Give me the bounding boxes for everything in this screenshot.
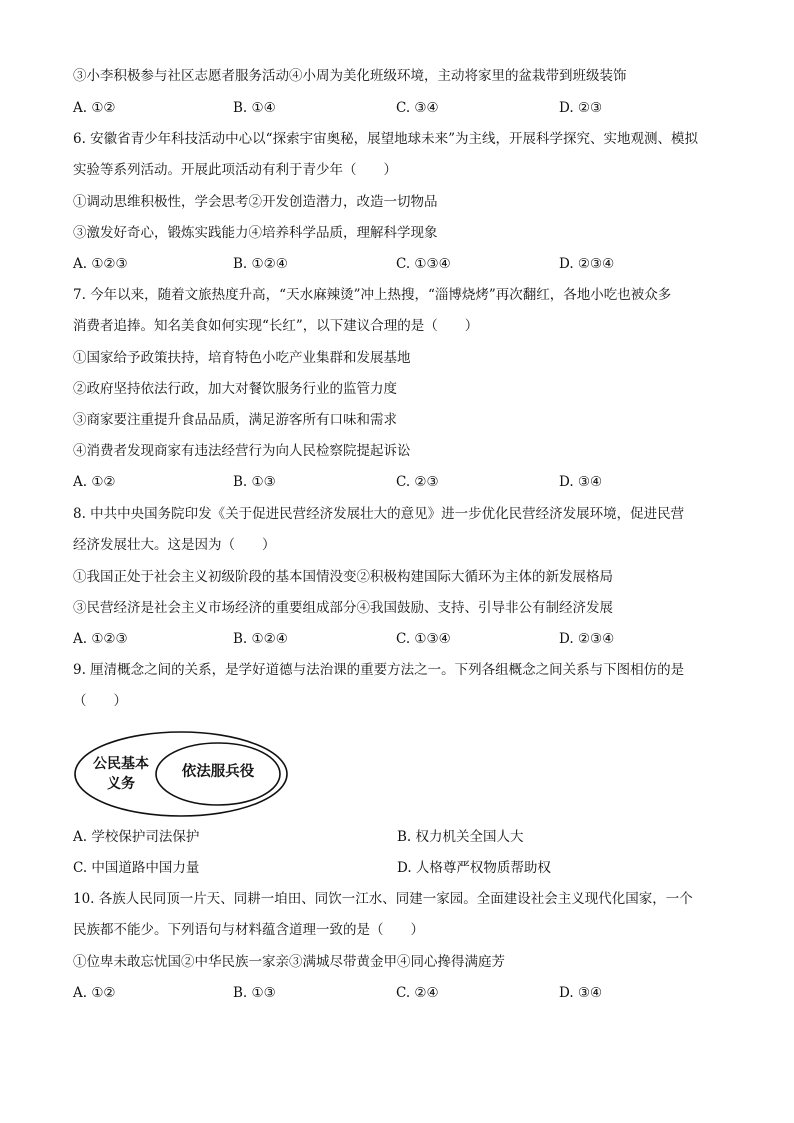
q6-option-c[interactable]: C. ①③④	[396, 256, 451, 272]
q7-option-c[interactable]: C. ②③	[396, 474, 439, 490]
q8-option-d[interactable]: D. ②③④	[559, 631, 615, 647]
q7-item-line-2: ②政府坚持依法行政，加大对餐饮服务行业的监管力度	[73, 381, 397, 397]
q9-concept-diagram	[73, 730, 293, 820]
q10-option-c[interactable]: C. ②④	[396, 985, 439, 1001]
q7-option-a[interactable]: A. ①②	[73, 474, 116, 490]
q5-option-b[interactable]: B. ①④	[233, 100, 276, 116]
q8-item-line-2: ③民营经济是社会主义市场经济的重要组成部分④我国鼓励、支持、引导非公有制经济发展	[73, 600, 613, 616]
q7-options	[73, 473, 723, 491]
q10-option-d[interactable]: D. ③④	[559, 985, 603, 1001]
q8-options	[73, 630, 723, 648]
q8-option-a[interactable]: A. ①②③	[73, 631, 128, 647]
q5-options	[73, 99, 723, 117]
q6-stem-line-1: 6. 安徽省青少年科技活动中心以“探索宇宙奥秘，展望地球未来”为主线，开展科学探究、实地观测、模拟	[73, 131, 698, 147]
q7-item-line-3: ③商家要注重提升食品品质，满足游客所有口味和需求	[73, 412, 397, 428]
q7-option-b[interactable]: B. ①③	[233, 474, 276, 490]
outer-concept-label-line-1: 公民基本	[93, 756, 149, 772]
q8-option-b[interactable]: B. ①②④	[233, 631, 288, 647]
q7-stem-line-2: 消费者追捧。知名美食如何实现“长红”，以下建议合理的是（ ）	[73, 318, 479, 334]
q10-options	[73, 984, 723, 1002]
q7-stem-line-1: 7. 今年以来，随着文旅热度升高，“天水麻辣烫”冲上热搜，“淄博烧烤”再次翻红，各地小吃也被众多	[73, 287, 672, 303]
q8-stem-line-1: 8. 中共中央国务院印发《关于促进民营经济发展壮大的意见》进一步优化民营经济发展环境，促进民营	[73, 506, 685, 522]
q6-stem-line-2: 实验等系列活动。开展此项活动有利于青少年（ ）	[73, 162, 397, 178]
q10-stem-line-1: 10. 各族人民同顶一片天、同耕一垍田、同饮一江水、同建一家园。全面建设社会主义现代化国家，一个	[73, 891, 693, 907]
q9-option-a[interactable]: A. 学校保护司法保护	[73, 829, 200, 845]
outer-concept-label-line-2: 义务	[107, 776, 135, 792]
q7-option-d[interactable]: D. ③④	[559, 474, 603, 490]
q7-item-line-4: ④消费者发现商家有违法经营行为向人民检察院提起诉讼	[73, 443, 411, 459]
q5-option-d[interactable]: D. ②③	[559, 100, 603, 116]
q9-stem-line-2: （ ）	[73, 693, 127, 709]
q5-item-line: ③小李积极参与社区志愿者服务活动④小周为美化班级环境，主动将家里的盆栽带到班级装饰	[73, 68, 627, 84]
q10-item-line-1: ①位卑未敢忘忧国②中华民族一家亲③满城尽带黄金甲④同心搀得满庭芳	[73, 954, 505, 970]
q6-item-line-2: ③激发好奇心，锻炼实践能力④培养科学品质，理解科学现象	[73, 225, 438, 241]
q6-option-b[interactable]: B. ①②④	[233, 256, 288, 272]
outer-concept-label	[81, 754, 161, 794]
q7-item-line-1: ①国家给予政策扶持，培育特色小吃产业集群和发展基地	[73, 350, 411, 366]
q9-options-row-1	[73, 828, 723, 846]
q9-stem-line-1: 9. 厘清概念之间的关系，是学好道德与法治课的重要方法之一。下列各组概念之间关系与下图相仿的是	[73, 662, 685, 678]
q8-option-c[interactable]: C. ①③④	[396, 631, 451, 647]
inner-concept-label: 依法服兵役	[181, 764, 255, 780]
q5-option-a[interactable]: A. ①②	[73, 100, 116, 116]
q9-option-b[interactable]: B. 权力机关全国人大	[397, 829, 524, 845]
q10-option-a[interactable]: A. ①②	[73, 985, 116, 1001]
q5-option-c[interactable]: C. ③④	[396, 100, 439, 116]
q10-stem-line-2: 民族都不能少。下列语句与材料蕴含道理一致的是（ ）	[73, 922, 424, 938]
q9-option-d[interactable]: D. 人格尊严权物质帮助权	[397, 860, 551, 876]
q9-options-row-2	[73, 859, 723, 877]
q10-option-b[interactable]: B. ①③	[233, 985, 276, 1001]
q8-stem-line-2: 经济发展壮大。这是因为（ ）	[73, 537, 276, 553]
q6-options	[73, 255, 723, 273]
q8-item-line-1: ①我国正处于社会主义初级阶段的基本国情没变②积极构建国际大循环为主体的新发展格局	[73, 569, 613, 585]
q9-option-c[interactable]: C. 中国道路中国力量	[73, 860, 200, 876]
q6-option-a[interactable]: A. ①②③	[73, 256, 128, 272]
q6-option-d[interactable]: D. ②③④	[559, 256, 615, 272]
q6-item-line-1: ①调动思维积极性，学会思考②开发创造潜力，改造一切物品	[73, 194, 438, 210]
